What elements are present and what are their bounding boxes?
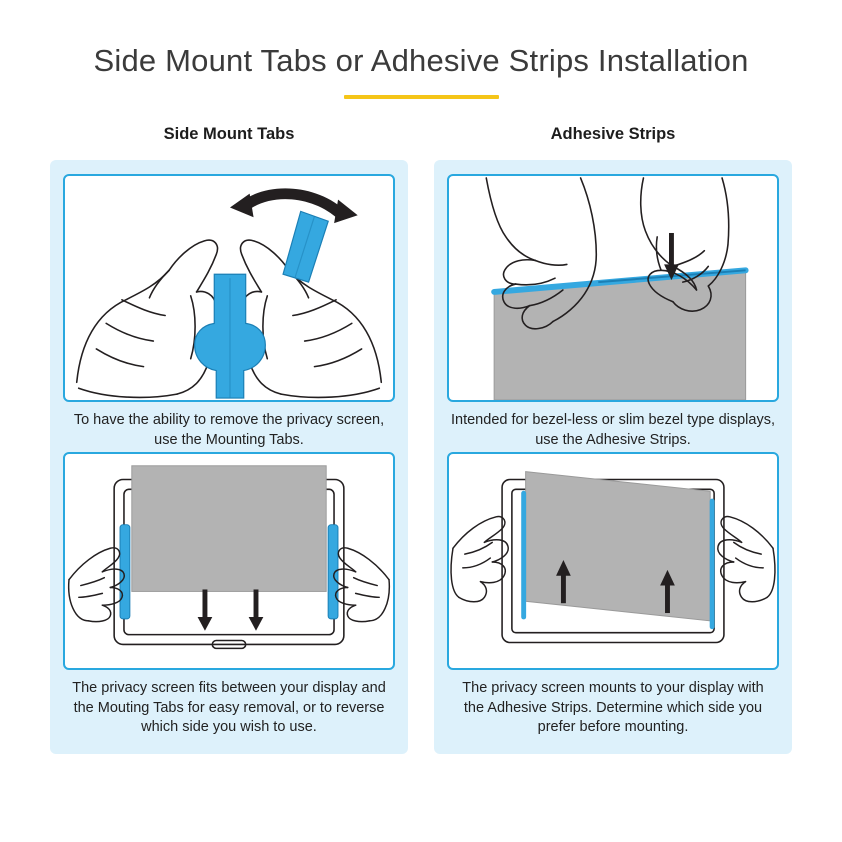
column-heading-side-mount-tabs: Side Mount Tabs — [163, 125, 295, 144]
instruction-columns — [0, 125, 842, 754]
column-heading-adhesive-strips: Adhesive Strips — [550, 125, 676, 144]
caption-adhesive-strips-step-1: Intended for bezel-less or slim bezel type displays, use the Adhesive Strips. — [451, 412, 775, 448]
figure-hand-pressing-adhesive-strip — [447, 174, 779, 402]
panel-adhesive-strips — [434, 160, 792, 754]
page-title: Side Mount Tabs or Adhesive Strips Installation — [93, 43, 749, 78]
panel-side-mount-tabs — [50, 160, 408, 754]
figure-privacy-screen-mounted-with-adhesive — [447, 452, 779, 670]
caption-side-mount-tabs-step-1: To have the ability to remove the privacy screen, use the Mounting Tabs. — [73, 412, 385, 448]
column-adhesive-strips — [434, 125, 792, 754]
title-underline-accent — [344, 95, 499, 99]
column-side-mount-tabs — [50, 125, 408, 754]
figure-hands-bending-mount-tab — [63, 174, 395, 402]
caption-adhesive-strips-step-2: The privacy screen mounts to your display with the Adhesive Strips. Determine which side you prefer before mounting. — [462, 680, 764, 736]
caption-side-mount-tabs-step-2: The privacy screen fits between your display and the Mouting Tabs for easy removal, or to reverse which side you wish to use. — [72, 680, 386, 736]
figure-privacy-screen-sliding-into-tabs — [63, 452, 395, 670]
